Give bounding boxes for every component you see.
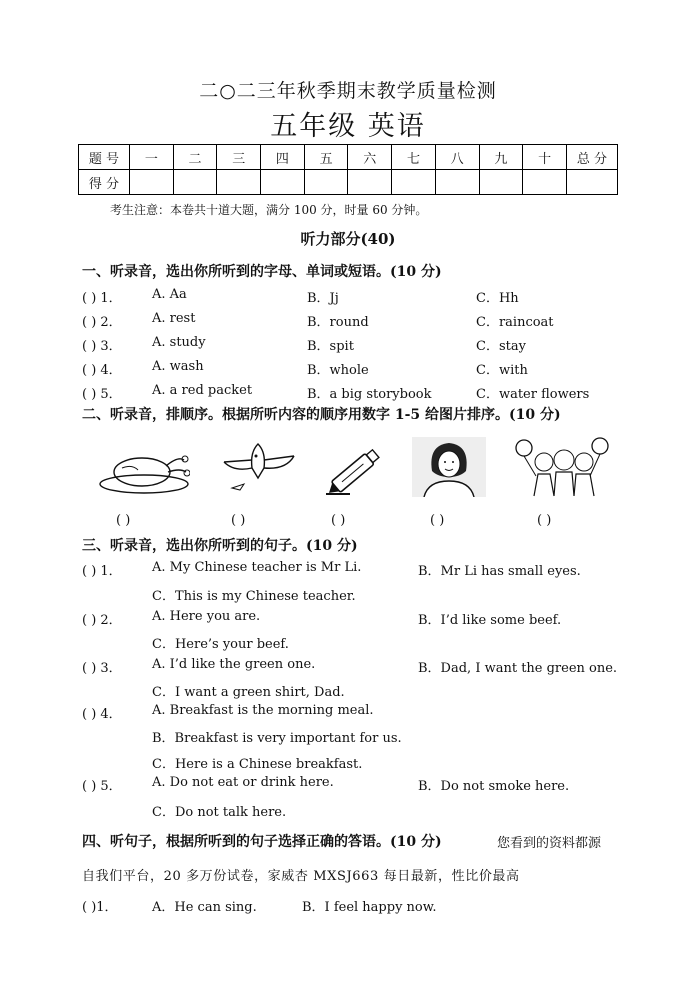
question-number[interactable]: ( ) 2． bbox=[82, 315, 122, 330]
option-c: C．water flowers bbox=[476, 387, 590, 402]
ad-text-line2: 自我们平台，20 多万份试卷，家威杏 MXSJ663 每日最新，性比价最高 bbox=[82, 869, 520, 884]
score-table-header-row bbox=[79, 145, 618, 170]
score-blank[interactable] bbox=[435, 170, 479, 195]
listening-part-title: 听力部分(40) bbox=[300, 230, 396, 248]
option-c: C．raincoat bbox=[476, 315, 554, 330]
option-c: C．with bbox=[476, 363, 528, 378]
option-c: C．I want a green shirt, Dad. bbox=[152, 685, 345, 700]
question-number[interactable]: ( ) 4． bbox=[82, 707, 122, 722]
option-b: B．Jj bbox=[307, 291, 339, 306]
option-c: C．Do not talk here. bbox=[152, 805, 287, 820]
picture-order-blank[interactable]: ( ) bbox=[430, 513, 445, 528]
score-blank[interactable] bbox=[567, 170, 618, 195]
option-c: C．Here is a Chinese breakfast. bbox=[152, 757, 363, 772]
question-number[interactable]: ( )1． bbox=[82, 900, 118, 915]
score-blank[interactable] bbox=[304, 170, 348, 195]
option-c: C．This is my Chinese teacher. bbox=[152, 589, 356, 604]
option-b: B．Do not smoke here. bbox=[418, 779, 570, 794]
score-blank[interactable] bbox=[348, 170, 392, 195]
option-b: B．Dad, I want the green one. bbox=[418, 661, 618, 676]
option-b: B．I feel happy now. bbox=[302, 900, 437, 915]
score-blank[interactable] bbox=[261, 170, 305, 195]
question-number[interactable]: ( ) 1． bbox=[82, 564, 122, 579]
option-b: B．Breakfast is very important for us. bbox=[152, 731, 402, 746]
option-a: A. My Chinese teacher is Mr Li. bbox=[152, 560, 362, 575]
score-blank[interactable] bbox=[479, 170, 523, 195]
score-blank[interactable] bbox=[130, 170, 174, 195]
option-a: A. Here you are. bbox=[152, 609, 261, 624]
question-number[interactable]: ( ) 5． bbox=[82, 779, 122, 794]
option-a: A. a red packet bbox=[152, 383, 253, 398]
subject-title: 五年级 英语 bbox=[270, 111, 426, 142]
woman-portrait-picture bbox=[412, 437, 486, 497]
section4-title: 四、听句子，根据所听到的句子选择正确的答语。(10 分) bbox=[82, 834, 442, 850]
bird-plane-picture bbox=[218, 438, 298, 494]
roast-chicken-picture bbox=[98, 446, 190, 496]
score-cell: 八 bbox=[435, 145, 479, 170]
question-number[interactable]: ( ) 5． bbox=[82, 387, 122, 402]
score-cell: 一 bbox=[130, 145, 174, 170]
picture-order-blank[interactable]: ( ) bbox=[231, 513, 246, 528]
option-b: B．round bbox=[307, 315, 369, 330]
question-number[interactable]: ( ) 4． bbox=[82, 363, 122, 378]
picture-order-blank[interactable]: ( ) bbox=[116, 513, 131, 528]
score-cell: 四 bbox=[261, 145, 305, 170]
option-b: B．I’d like some beef. bbox=[418, 613, 562, 628]
option-b: B．Mr Li has small eyes. bbox=[418, 564, 581, 579]
question-number[interactable]: ( ) 3． bbox=[82, 661, 122, 676]
score-cell: 二 bbox=[173, 145, 217, 170]
option-a: A. wash bbox=[152, 359, 204, 374]
children-balloons-picture bbox=[514, 436, 610, 498]
option-b: B．spit bbox=[307, 339, 354, 354]
exam-title: 二○二三年秋季期末教学质量检测 bbox=[199, 80, 497, 102]
option-a: A. I’d like the green one. bbox=[152, 657, 316, 672]
score-row-label: 得 分 bbox=[79, 170, 130, 195]
option-a: A. Aa bbox=[152, 287, 187, 302]
picture-order-blank[interactable]: ( ) bbox=[331, 513, 346, 528]
score-cell: 总 分 bbox=[567, 145, 618, 170]
section3-title: 三、听录音，选出你所听到的句子。(10 分) bbox=[82, 538, 358, 554]
score-blank[interactable] bbox=[173, 170, 217, 195]
score-table bbox=[78, 144, 618, 195]
score-cell: 十 bbox=[523, 145, 567, 170]
section2-title: 二、听录音，排顺序。根据所听内容的顺序用数字 1-5 给图片排序。(10 分) bbox=[82, 407, 561, 423]
option-a: A. Do not eat or drink here. bbox=[152, 775, 334, 790]
picture-order-blank[interactable]: ( ) bbox=[537, 513, 552, 528]
option-c: C．Hh bbox=[476, 291, 519, 306]
ad-text-line1: 您看到的资料都源 bbox=[497, 836, 602, 851]
score-table-score-row bbox=[79, 170, 618, 195]
option-b: B．a big storybook bbox=[307, 387, 432, 402]
score-cell: 三 bbox=[217, 145, 261, 170]
score-cell: 七 bbox=[392, 145, 436, 170]
score-blank[interactable] bbox=[523, 170, 567, 195]
question-number[interactable]: ( ) 3． bbox=[82, 339, 122, 354]
option-a: A. study bbox=[152, 335, 206, 350]
option-a: A. rest bbox=[152, 311, 196, 326]
option-c: C．Here’s your beef. bbox=[152, 637, 289, 652]
option-a: A. Breakfast is the morning meal. bbox=[152, 703, 374, 718]
question-number[interactable]: ( ) 1． bbox=[82, 291, 122, 306]
score-cell: 题 号 bbox=[79, 145, 130, 170]
score-cell: 九 bbox=[479, 145, 523, 170]
marker-pen-picture bbox=[320, 444, 390, 498]
exam-notice: 考生注意：本卷共十道大题，满分 100 分，时量 60 分钟。 bbox=[110, 203, 428, 217]
option-a: A．He can sing. bbox=[152, 900, 257, 915]
score-cell: 五 bbox=[304, 145, 348, 170]
section1-title: 一、听录音，选出你所听到的字母、单词或短语。(10 分) bbox=[82, 264, 442, 280]
option-c: C．stay bbox=[476, 339, 526, 354]
question-number[interactable]: ( ) 2． bbox=[82, 613, 122, 628]
score-blank[interactable] bbox=[217, 170, 261, 195]
option-b: B．whole bbox=[307, 363, 369, 378]
score-blank[interactable] bbox=[392, 170, 436, 195]
score-cell: 六 bbox=[348, 145, 392, 170]
